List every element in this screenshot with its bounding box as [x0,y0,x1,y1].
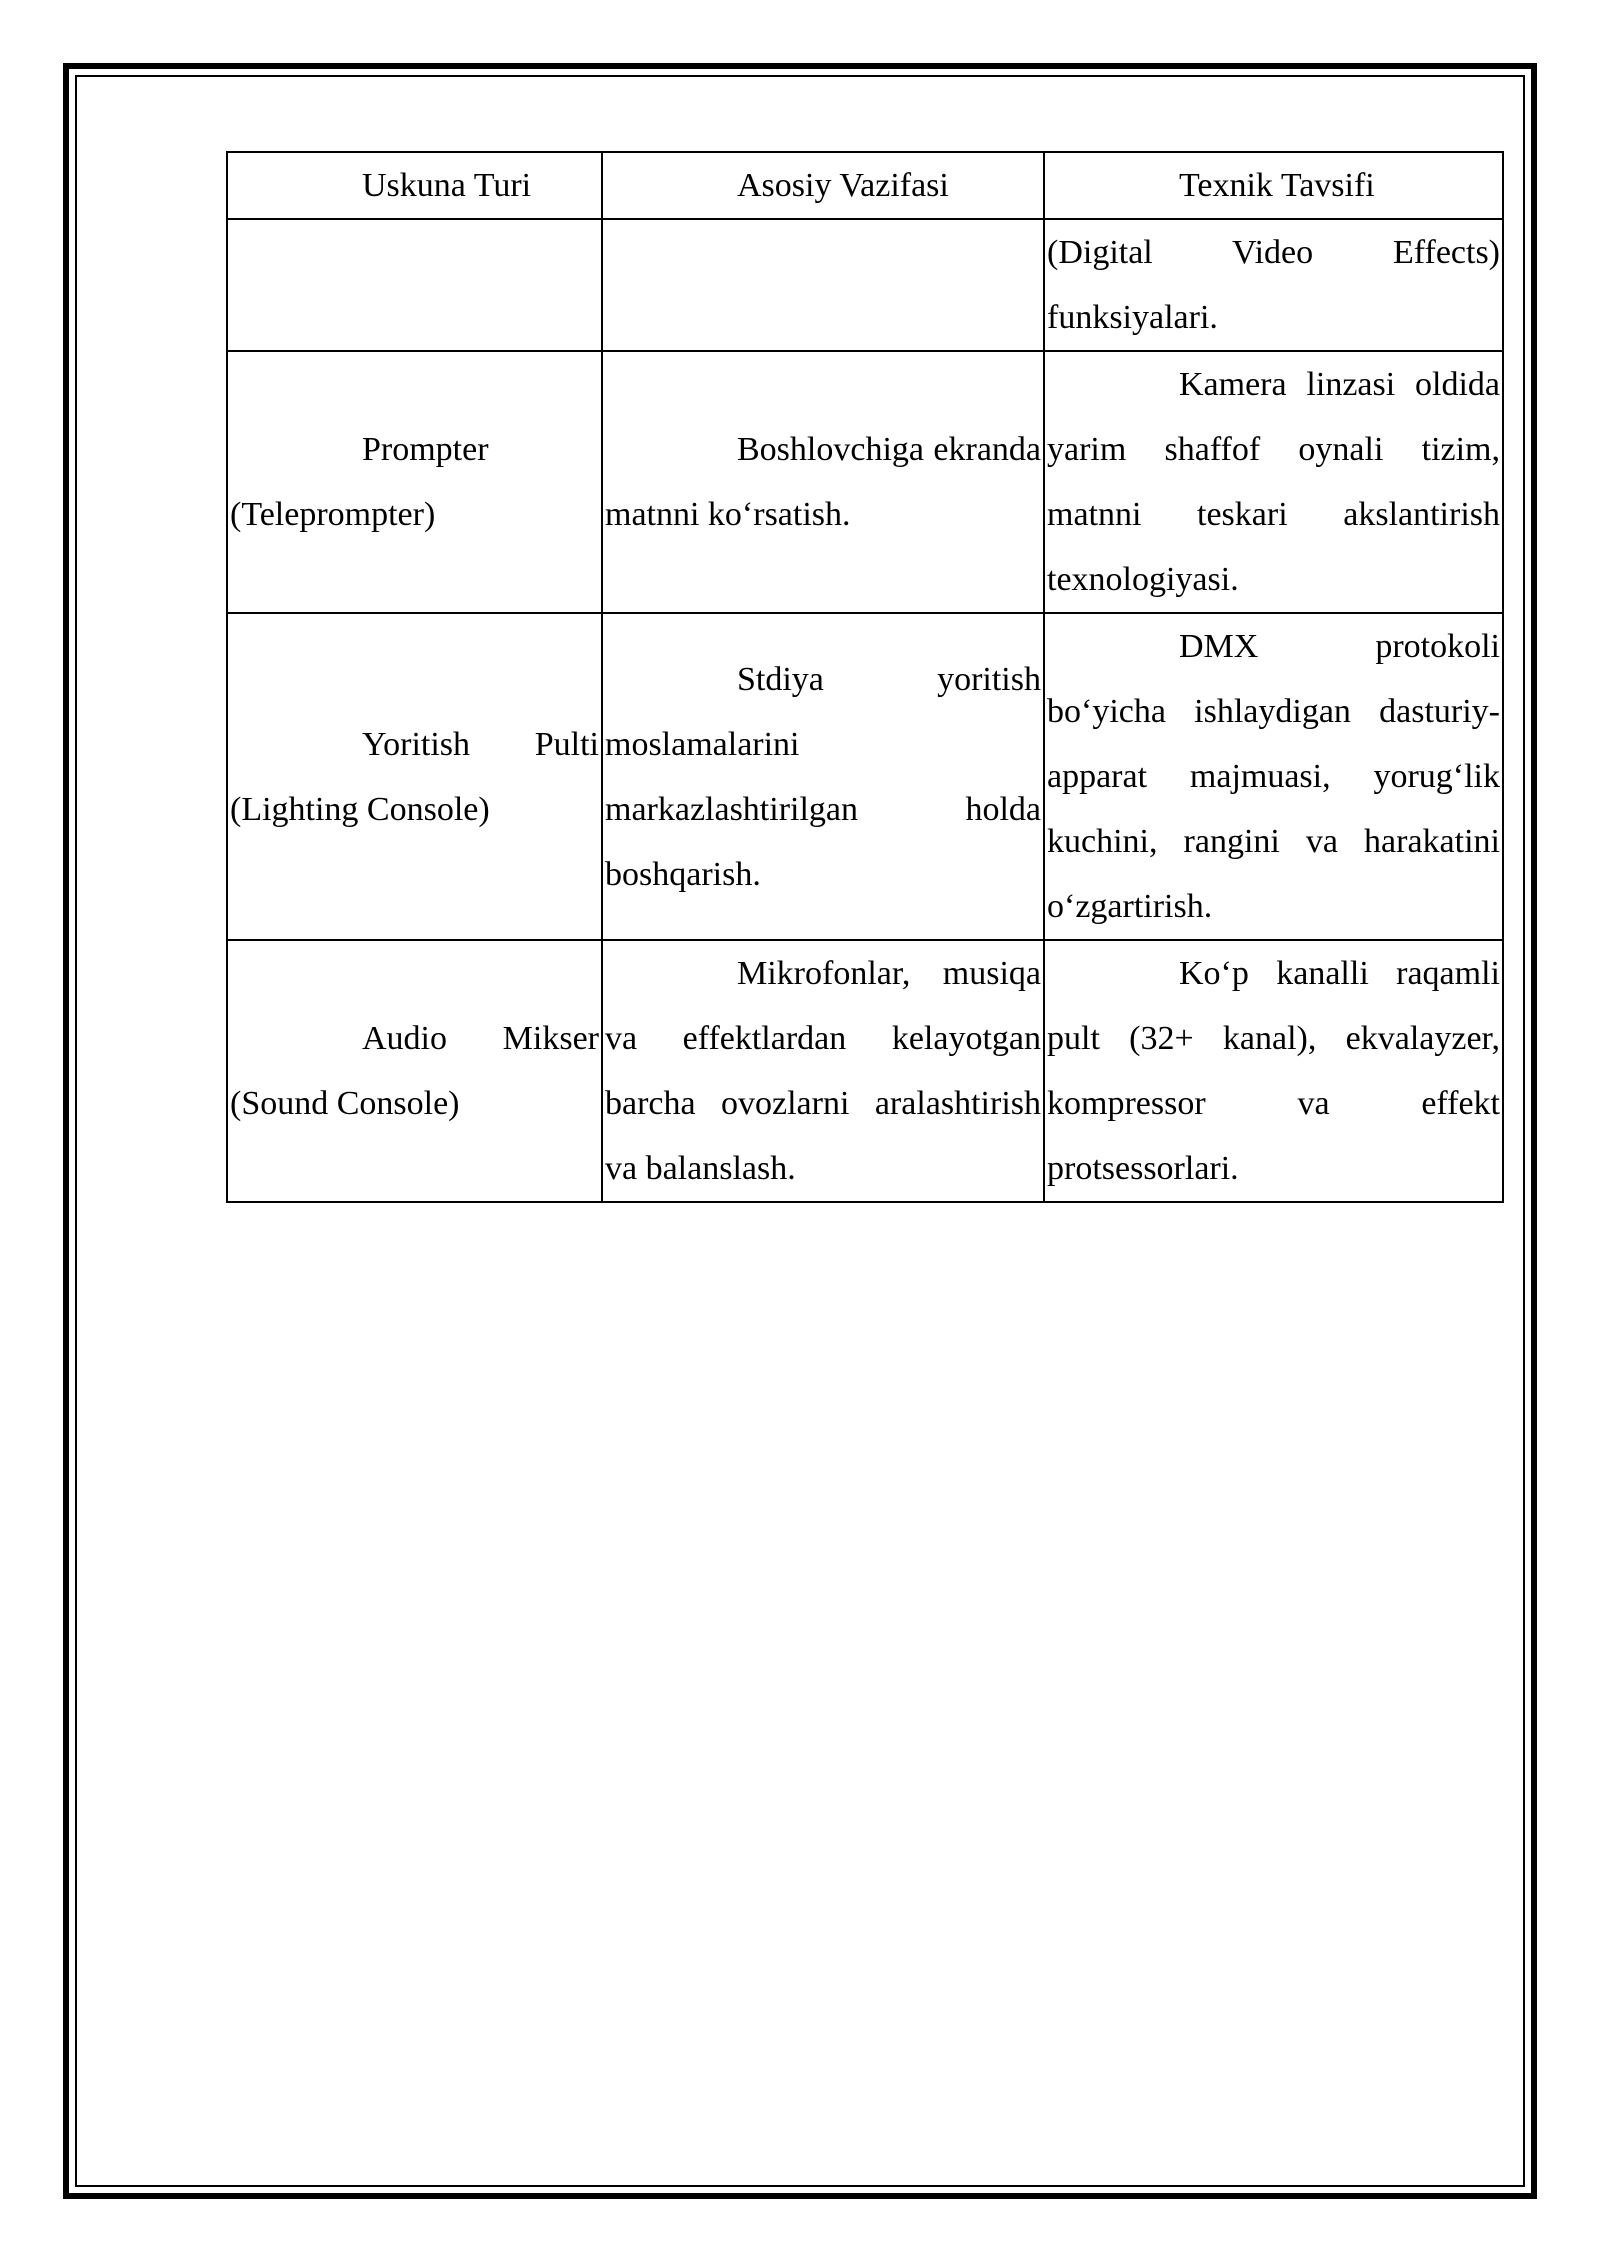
cell-technical-description [1044,613,1503,940]
cell-equipment-type [227,219,602,351]
table-row [227,219,1503,351]
cell-text: DMX protokoli bo‘yicha ishlaydigan dasturiy-apparat majmuasi, yorug‘lik kuchini, rangini va harakatini o‘zgartirish. [1047,628,1500,925]
header-equipment-type: Uskuna Turi [227,152,602,219]
cell-technical-description [1044,940,1503,1202]
cell-text: Stdiya yoritish moslamalarini markazlashtirilgan holda boshqarish. [605,660,1041,893]
cell-text: Audio Mikser (Sound Console) [230,1020,599,1122]
table-row [227,613,1503,940]
table-header-row [227,152,1503,219]
header-technical-description: Texnik Tavsifi [1044,152,1503,219]
cell-main-function [602,219,1044,351]
cell-equipment-type [227,351,602,613]
cell-main-function [602,351,1044,613]
cell-text: Mikrofonlar, musiqa va effektlardan kelayotgan barcha ovozlarni aralashtirish va balanslash. [605,955,1041,1187]
cell-main-function [602,613,1044,940]
table-row [227,940,1503,1202]
cell-text: Ko‘p kanalli raqamli pult (32+ kanal), ekvalayzer, kompressor va effekt protsessorlari. [1047,955,1500,1187]
cell-text: Boshlovchiga ekranda matnni ko‘rsatish. [605,431,1041,533]
cell-main-function [602,940,1044,1202]
cell-text: Yoritish Pulti (Lighting Console) [230,725,599,828]
cell-equipment-type [227,613,602,940]
cell-text: (Digital Video Effects) funksiyalari. [1047,234,1500,336]
cell-technical-description [1044,219,1503,351]
cell-text: Prompter (Teleprompter) [230,431,489,533]
cell-equipment-type [227,940,602,1202]
cell-text: Kamera linzasi oldida yarim shaffof oynali tizim, matnni teskari akslantirish texnologiyasi. [1047,366,1500,598]
table-row [227,351,1503,613]
equipment-table [226,151,1504,1203]
cell-technical-description [1044,351,1503,613]
header-main-function: Asosiy Vazifasi [602,152,1044,219]
